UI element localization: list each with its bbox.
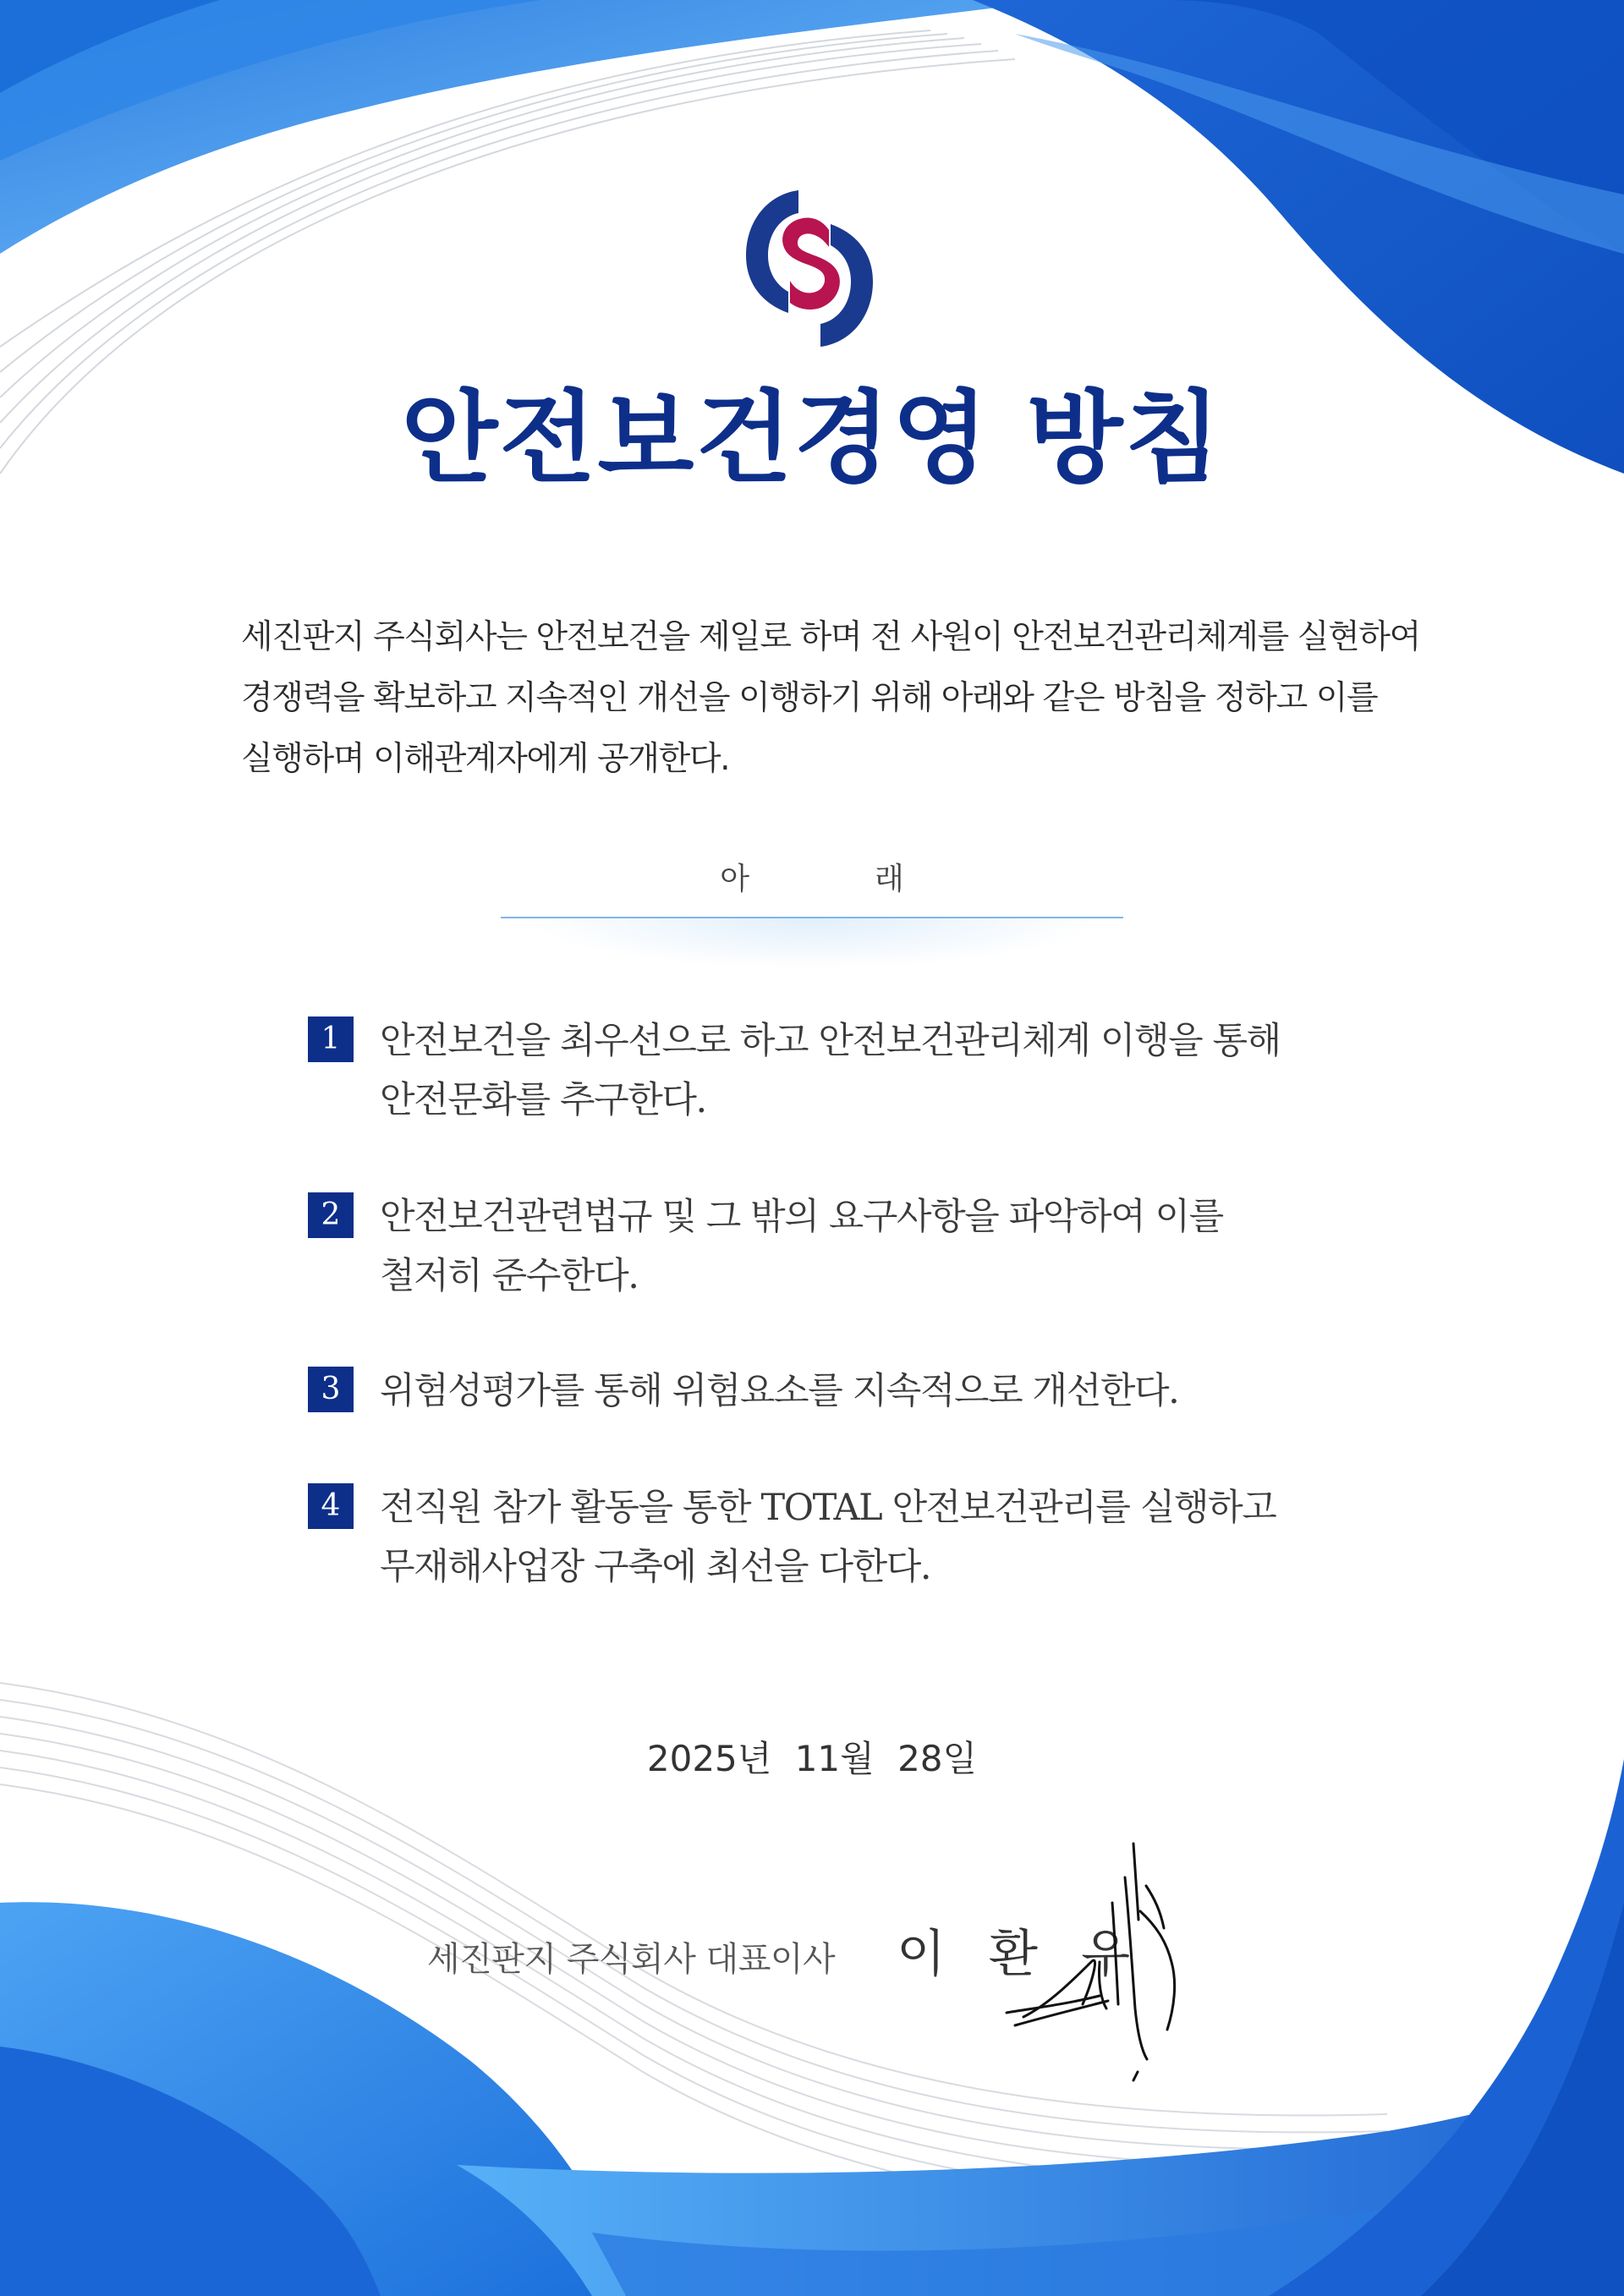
signer-name: 이 환 우 — [897, 1925, 1144, 1984]
policy-number-badge: 3 — [308, 1367, 354, 1412]
company-logo-icon — [746, 186, 873, 351]
heading-glow — [524, 918, 1100, 969]
below-heading — [499, 854, 1125, 905]
policy-line: 철저히 준수한다. — [380, 1255, 639, 1297]
policy-line: 위험성평가를 통해 위험요소를 지속적으로 개선한다. — [380, 1370, 1179, 1412]
below-heading-char: 래 — [875, 862, 904, 896]
signer-title: 세진판지 주식회사 대표이사 — [427, 1940, 836, 1979]
policy-line: 전직원 참가 활동을 통한 TOTAL 안전보건관리를 실행하고 — [380, 1487, 1276, 1529]
policy-number-badge: 2 — [308, 1192, 354, 1238]
below-heading-char: 아 — [720, 862, 749, 896]
page-title: 안전보건경영 방침 — [401, 380, 1223, 496]
policy-text — [380, 1011, 1412, 1130]
policy-text — [380, 1362, 1412, 1421]
heading-divider — [501, 917, 1123, 918]
handwritten-signature — [998, 1835, 1201, 2089]
policy-number-badge: 1 — [308, 1016, 354, 1062]
document-date: 2025년 11월 28일 — [646, 1738, 978, 1779]
policy-line: 안전보건을 최우선으로 하고 안전보건관리체계 이행을 통해 — [380, 1020, 1281, 1062]
intro-line: 경쟁력을 확보하고 지속적인 개선을 이행하기 위해 아래와 같은 방침을 정하고 이를 — [241, 679, 1378, 717]
policy-text — [380, 1478, 1412, 1597]
policy-number-badge: 4 — [308, 1483, 354, 1529]
policy-line: 무재해사업장 구축에 최선을 다한다. — [380, 1546, 931, 1588]
intro-paragraph — [241, 607, 1420, 790]
policy-line: 안전문화를 추구한다. — [380, 1079, 706, 1121]
intro-line: 세진판지 주식회사는 안전보건을 제일로 하며 전 사원이 안전보건관리체계를 실현하여 — [241, 618, 1420, 656]
policy-line: 안전보건관련법규 및 그 밖의 요구사항을 파악하여 이를 — [380, 1196, 1223, 1238]
policy-text — [380, 1187, 1412, 1306]
intro-line: 실행하며 이해관계자에게 공개한다. — [241, 740, 730, 778]
